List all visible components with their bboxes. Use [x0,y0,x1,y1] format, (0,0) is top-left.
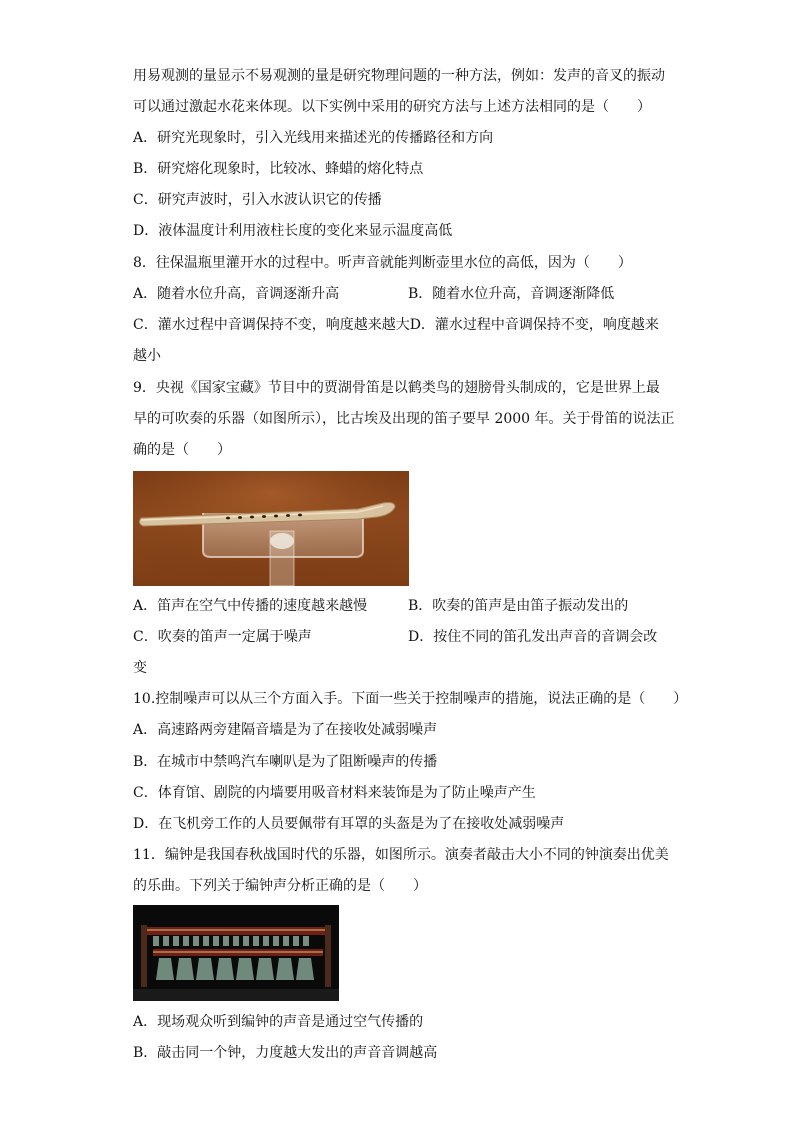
question-8-option-d-continued: 越小 [133,348,161,364]
question-9-stem-line-1: 9．央视《国家宝藏》节目中的贾湖骨笛是以鹤类鸟的翅膀骨头制成的，它是世界上最 [133,380,660,396]
bone-flute-image [133,471,409,586]
question-7-option-a: A．研究光现象时，引入光线用来描述光的传播路径和方向 [133,130,494,146]
question-10-stem: 10.控制噪声可以从三个方面入手。下面一些关于控制噪声的措施，说法正确的是（ ） [133,691,688,707]
question-11-stem-line-2: 的乐曲。下列关于编钟声分析正确的是（ ） [133,878,427,894]
question-10-option-a: A．高速路两旁建隔音墙是为了在接收处减弱噪声 [133,722,438,738]
question-9-option-d-continued: 变 [133,660,147,676]
question-10-option-b: B．在城市中禁鸣汽车喇叭是为了阻断噪声的传播 [133,754,438,770]
chime-bells-illustration [133,905,339,1001]
question-7-stem-line-2: 可以通过激起水花来体现。以下实例中采用的研究方法与上述方法相同的是（ ） [133,99,651,115]
question-8-option-a: A．随着水位升高，音调逐渐升高 [133,286,340,302]
question-8-option-c-d: C．灌水过程中音调保持不变，响度越来越大D．灌水过程中音调保持不变，响度越来 [133,317,659,333]
question-8-option-b: B．随着水位升高，音调逐渐降低 [408,286,615,302]
bone-flute-illustration [133,471,409,586]
question-9-stem-line-2: 早的可吹奏的乐器（如图所示），比古埃及出现的笛子要早 2000 年。关于骨笛的说法正 [133,411,675,427]
question-7-option-d: D．液体温度计利用液柱长度的变化来显示温度高低 [133,223,453,239]
chime-bells-image [133,905,339,1001]
question-9-option-d: D．按住不同的笛孔发出声音的音调会改 [408,629,658,645]
question-11-option-a: A．现场观众听到编钟的声音是通过空气传播的 [133,1014,424,1030]
question-11-option-b: B．敲击同一个钟，力度越大发出的声音音调越高 [133,1045,438,1061]
question-10-option-c: C．体育馆、剧院的内墙要用吸音材料来装饰是为了防止噪声产生 [133,785,536,801]
question-9-option-b: B．吹奏的笛声是由笛子振动发出的 [408,598,629,614]
question-9-option-c: C．吹奏的笛声一定属于噪声 [133,629,312,645]
question-8-stem: 8．往保温瓶里灌开水的过程中。听声音就能判断壶里水位的高低，因为（ ） [133,255,632,271]
question-9-option-a: A．笛声在空气中传播的速度越来越慢 [133,598,368,614]
question-11-stem-line-1: 11．编钟是我国春秋战国时代的乐器，如图所示。演奏者敲击大小不同的钟演奏出优美 [133,847,669,863]
question-7-stem-line-1: 用易观测的量显示不易观测的量是研究物理问题的一种方法，例如：发声的音叉的振动 [133,68,665,84]
question-10-option-d: D．在飞机旁工作的人员要佩带有耳罩的头盔是为了在接收处减弱噪声 [133,816,565,832]
question-9-stem-line-3: 确的是（ ） [133,442,231,458]
question-7-option-b: B．研究熔化现象时，比较冰、蜂蜡的熔化特点 [133,161,424,177]
question-7-option-c: C．研究声波时，引入水波认识它的传播 [133,192,382,208]
